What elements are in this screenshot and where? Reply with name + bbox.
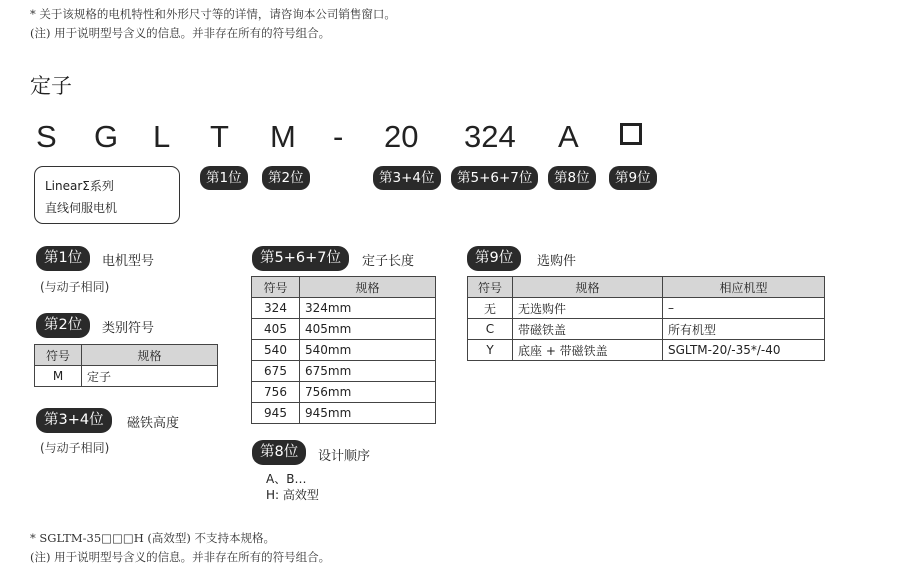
table-cell: SGLTM-20/-35*/-40 bbox=[663, 340, 825, 361]
pill-pos1: 第1位 bbox=[200, 166, 248, 190]
block-pos9-pill: 第9位 bbox=[467, 246, 521, 271]
series-box bbox=[34, 166, 180, 224]
code-char-324: 324 bbox=[464, 119, 516, 154]
block-pos2-pill: 第2位 bbox=[36, 313, 90, 338]
code-char-l: L bbox=[153, 119, 171, 154]
pill-pos8: 第8位 bbox=[548, 166, 596, 190]
block-pos9-label: 选购件 bbox=[537, 254, 577, 269]
table-header: 符号 bbox=[252, 277, 300, 298]
length-table bbox=[251, 276, 436, 424]
pill-pos9: 第9位 bbox=[609, 166, 657, 190]
table-header-row bbox=[252, 277, 436, 298]
table-cell: 675mm bbox=[300, 361, 436, 382]
block-pos567-label: 定子长度 bbox=[362, 254, 415, 269]
code-char-m: M bbox=[270, 119, 296, 154]
table-row bbox=[252, 403, 436, 424]
code-char-20: 20 bbox=[384, 119, 419, 154]
table-row bbox=[35, 366, 218, 387]
code-char-a: A bbox=[558, 119, 579, 154]
table-row bbox=[252, 361, 436, 382]
footer-note-2: (注) 用于说明型号含义的信息。并非存在所有的符号组合。 bbox=[30, 550, 331, 564]
block-pos8-line2: H: 高效型 bbox=[266, 488, 319, 502]
header-note-2: (注) 用于说明型号含义的信息。并非存在所有的符号组合。 bbox=[30, 26, 331, 40]
section-title: 定子 bbox=[30, 74, 72, 98]
block-pos1-pill: 第1位 bbox=[36, 246, 90, 271]
table-cell: 底座 + 带磁铁盖 bbox=[513, 340, 663, 361]
code-char-g: G bbox=[94, 119, 119, 154]
code-placeholder-box bbox=[620, 123, 642, 145]
table-cell: 定子 bbox=[82, 366, 218, 387]
table-header: 规格 bbox=[513, 277, 663, 298]
category-table bbox=[34, 344, 218, 387]
table-cell: 756 bbox=[252, 382, 300, 403]
table-cell: 无选购件 bbox=[513, 298, 663, 319]
block-pos1-sub: (与动子相同) bbox=[40, 280, 110, 294]
table-cell: 带磁铁盖 bbox=[513, 319, 663, 340]
block-pos8-pill: 第8位 bbox=[252, 440, 306, 465]
pill-pos34: 第3+4位 bbox=[373, 166, 441, 190]
table-cell: 405mm bbox=[300, 319, 436, 340]
table-cell: C bbox=[468, 319, 513, 340]
table-header: 规格 bbox=[82, 345, 218, 366]
table-row bbox=[468, 298, 825, 319]
table-cell: 945 bbox=[252, 403, 300, 424]
series-line-2: 直线伺服电机 bbox=[45, 201, 118, 215]
option-table bbox=[467, 276, 825, 361]
table-cell: 756mm bbox=[300, 382, 436, 403]
table-cell: 675 bbox=[252, 361, 300, 382]
table-header-row bbox=[35, 345, 218, 366]
table-row bbox=[468, 319, 825, 340]
block-pos34-label: 磁铁高度 bbox=[127, 416, 180, 431]
table-header: 规格 bbox=[300, 277, 436, 298]
table-row bbox=[468, 340, 825, 361]
table-row bbox=[252, 319, 436, 340]
table-cell: Y bbox=[468, 340, 513, 361]
table-cell: 540 bbox=[252, 340, 300, 361]
code-char-dash: - bbox=[333, 119, 344, 154]
table-cell: 324mm bbox=[300, 298, 436, 319]
block-pos34-pill: 第3+4位 bbox=[36, 408, 112, 433]
block-pos1-label: 电机型号 bbox=[102, 254, 155, 269]
table-header: 相应机型 bbox=[663, 277, 825, 298]
block-pos34-sub: (与动子相同) bbox=[40, 441, 110, 455]
table-cell: 945mm bbox=[300, 403, 436, 424]
footer-note-1: * SGLTM-35□□□H (高效型) 不支持本规格。 bbox=[30, 531, 276, 545]
header-note-1: * 关于该规格的电机特性和外形尺寸等的详情，请咨询本公司销售窗口。 bbox=[30, 7, 396, 21]
block-pos8-line1: A、B… bbox=[266, 472, 307, 486]
block-pos2-label: 类别符号 bbox=[102, 321, 155, 336]
table-cell: 405 bbox=[252, 319, 300, 340]
table-header: 符号 bbox=[35, 345, 82, 366]
block-pos567-pill: 第5+6+7位 bbox=[252, 246, 349, 271]
pill-pos2: 第2位 bbox=[262, 166, 310, 190]
table-cell: 无 bbox=[468, 298, 513, 319]
pill-pos567: 第5+6+7位 bbox=[451, 166, 538, 190]
code-char-s: S bbox=[36, 119, 57, 154]
table-cell: 540mm bbox=[300, 340, 436, 361]
table-row bbox=[252, 382, 436, 403]
series-line-1: LinearΣ系列 bbox=[45, 179, 114, 193]
block-pos8-label: 设计顺序 bbox=[318, 449, 371, 464]
table-header-row bbox=[468, 277, 825, 298]
table-cell: M bbox=[35, 366, 82, 387]
code-char-t: T bbox=[210, 119, 229, 154]
table-cell: 324 bbox=[252, 298, 300, 319]
table-header: 符号 bbox=[468, 277, 513, 298]
table-row bbox=[252, 340, 436, 361]
table-row bbox=[252, 298, 436, 319]
table-cell: 所有机型 bbox=[663, 319, 825, 340]
table-cell: – bbox=[663, 298, 825, 319]
